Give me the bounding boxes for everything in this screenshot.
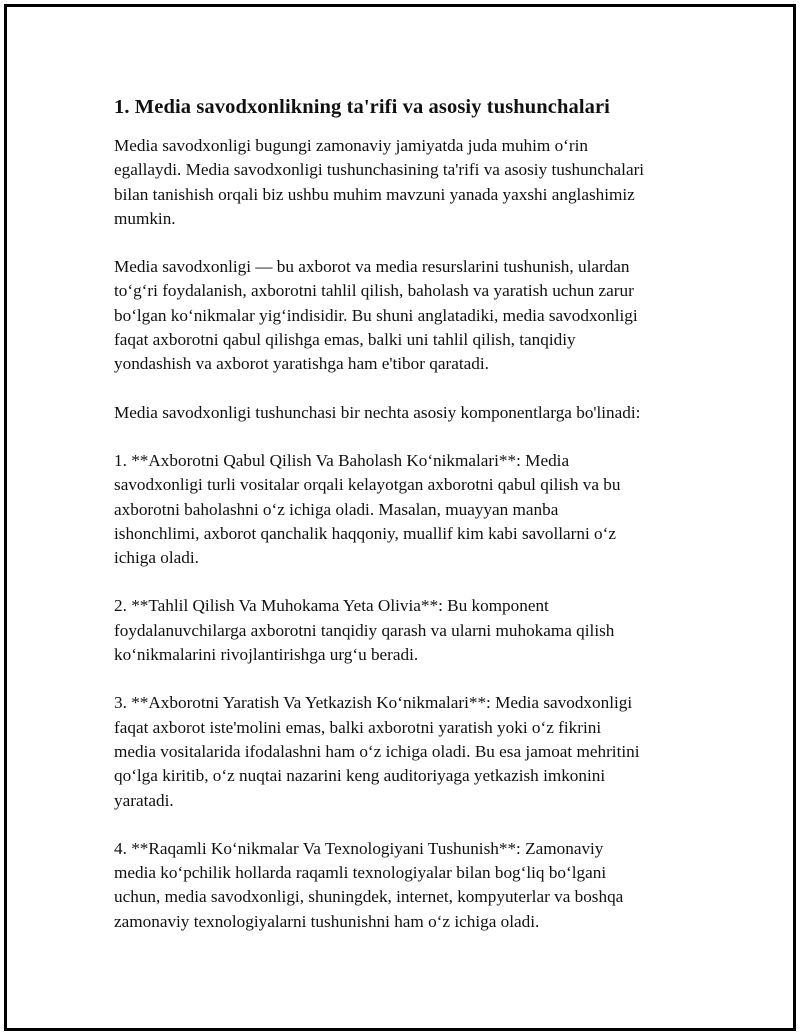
paragraph-intro: Media savodxonligi bugungi zamonaviy jamiyatda juda muhim o‘rin egallaydi. Media savodxonligi tushunchasining ta'rifi va asosiy tushunchalari bilan tanishish orqali biz ushbu muhim mavzuni yanada yaxshi anglashimiz mumkin.: [114, 136, 645, 228]
list-item-1: 1. **Axborotni Qabul Qilish Va Baholash Ko‘nikmalari**: Media savodxonligi turli vositalar orqali kelayotgan axborotni qabul qilish va bu axborotni baholashni o‘z ichiga oladi. Masalan, muayyan manba ishonchlimi, axborot qanchalik haqqoniy, muallif kim kabi savollarni o‘z ichiga oladi.: [114, 450, 621, 568]
paragraph-components-intro: Media savodxonligi tushunchasi bir nechta asosiy komponentlarga bo'linadi:: [114, 402, 641, 422]
document-body: [114, 92, 694, 958]
list-item-3: 3. **Axborotni Yaratish Va Yetkazish Ko‘nikmalari**: Media savodxonligi faqat axborot iste'molini emas, balki axborotni yaratish yoki o‘z fikrini media vositalarida ifodalashni ham o‘z ichiga oladi. Bu esa jamoat mehritini qo‘lga kiritib, o‘z nuqtai nazarini keng auditoriyaga yetkazish imkonini yaratadi.: [114, 693, 640, 810]
document-title: 1. Media savodxonlikning ta'rifi va asosiy tushunchalari: [114, 96, 610, 118]
paragraph-definition: Media savodxonligi — bu axborot va media resurslarini tushunish, ulardan to‘g‘ri foydalanish, axborotni tahlil qilish, baholash va yaratish uchun zarur bo‘lgan ko‘nikmalar yig‘indisidir. Bu shuni anglatadiki, media savodxonligi faqat axborotni qabul qilishga emas, balki uni tahlil qilish, tanqidiy yondashish va axborot yaratishga ham e'tibor qaratadi.: [114, 257, 638, 374]
list-item-2: 2. **Tahlil Qilish Va Muhokama Yeta Olivia**: Bu komponent foydalanuvchilarga axborotni tanqidiy qarash va ularni muhokama qilish ko‘nikmalarini rivojlantirishga urg‘u beradi.: [114, 596, 615, 665]
list-item-4: 4. **Raqamli Ko‘nikmalar Va Texnologiyani Tushunish**: Zamonaviy media ko‘pchilik hollarda raqamli texnologiyalar bilan bog‘liq bo‘lgani uchun, media savodxonligi, shuningdek, internet, kompyuterlar va boshqa zamonaviy texnologiyalarni tushunishni ham o‘z ichiga oladi.: [114, 838, 624, 931]
